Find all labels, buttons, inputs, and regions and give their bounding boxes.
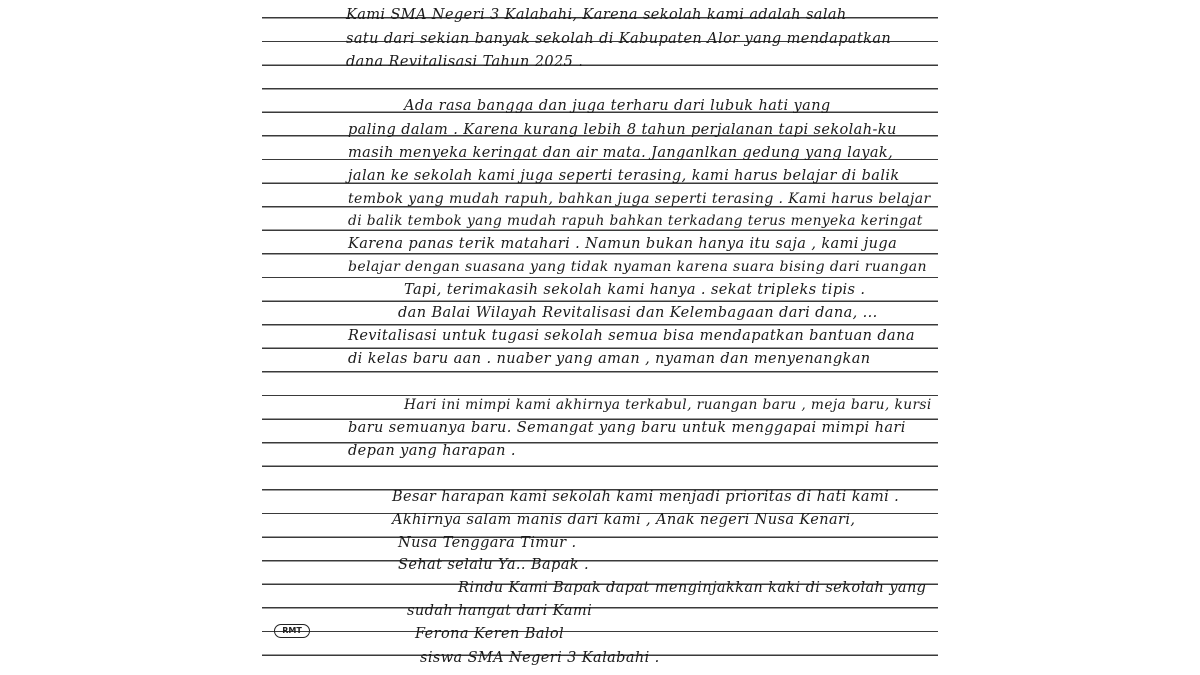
letter-line: Kami SMA Negeri 3 Kalabahi, Karena sekolah kami adalah salah xyxy=(346,7,847,23)
letter-line: depan yang harapan . xyxy=(348,443,516,459)
letter-line: jalan ke sekolah kami juga seperti terasing, kami harus belajar di balik xyxy=(348,168,900,184)
ruled-paper xyxy=(262,0,938,675)
letter-line: Rindu Kami Bapak dapat menginjakkan kaki di sekolah yang xyxy=(458,580,927,596)
letter-line: Revitalisasi untuk tugasi sekolah semua bisa mendapatkan bantuan dana xyxy=(348,328,915,344)
letter-line: dana Revitalisasi Tahun 2025 . xyxy=(346,54,584,70)
letter-line: di kelas baru aan . nuaber yang aman , nyaman dan menyenangkan xyxy=(348,351,871,367)
letter-line: Nusa Tenggara Timur . xyxy=(398,535,577,551)
letter-line: Tapi, terimakasih sekolah kami hanya . sekat tripleks tipis . xyxy=(404,282,866,298)
letter-line: dan Balai Wilayah Revitalisasi dan Kelembagaan dari dana, ... xyxy=(398,305,878,321)
letter-line: di balik tembok yang mudah rapuh bahkan terkadang terus menyeka keringat xyxy=(348,213,923,229)
letter-line: Karena panas terik matahari . Namun bukan hanya itu saja , kami juga xyxy=(348,236,898,252)
letter-line: Ferona Keren Balol xyxy=(415,626,565,642)
letter-line: Akhirnya salam manis dari kami , Anak negeri Nusa Kenari, xyxy=(392,512,856,528)
letter-line: baru semuanya baru. Semangat yang baru untuk menggapai mimpi hari xyxy=(348,420,906,436)
letter-line: paling dalam . Karena kurang lebih 8 tahun perjalanan tapi sekolah-ku xyxy=(348,122,897,138)
letter-line: sudah hangat dari Kami xyxy=(407,603,593,619)
letter-line: satu dari sekian banyak sekolah di Kabupaten Alor yang mendapatkan xyxy=(346,31,892,47)
letter-line: Ada rasa bangga dan juga terharu dari lubuk hati yang xyxy=(404,98,831,114)
letter-line: Hari ini mimpi kami akhirnya terkabul, ruangan baru , meja baru, kursi xyxy=(404,397,932,413)
letter-line: Besar harapan kami sekolah kami menjadi prioritas di hati kami . xyxy=(392,489,900,505)
letter-line: tembok yang mudah rapuh, bahkan juga seperti terasing . Kami harus belajar xyxy=(348,191,931,207)
letter-line: masih menyeka keringat dan air mata. Janganlkan gedung yang layak, xyxy=(348,145,894,161)
letter-line: Sehat selalu Ya.. Bapak . xyxy=(398,557,589,573)
letter-line: belajar dengan suasana yang tidak nyaman karena suara bising dari ruangan xyxy=(348,259,927,275)
paper-brand-logo: RMT xyxy=(274,624,310,638)
letter-line: siswa SMA Negeri 3 Kalabahi . xyxy=(420,650,660,666)
